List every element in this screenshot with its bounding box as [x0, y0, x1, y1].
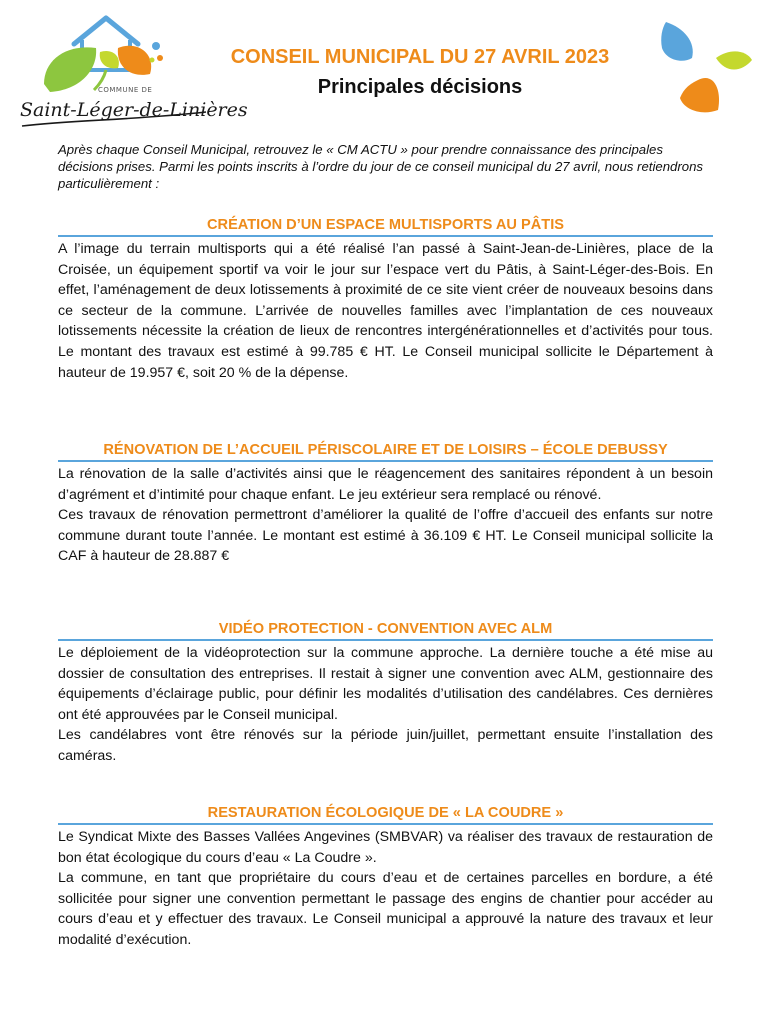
section-title: VIDÉO PROTECTION - CONVENTION AVEC ALM — [58, 620, 713, 641]
page-subtitle: Principales décisions — [317, 76, 523, 98]
logo-line2: Saint-Léger-de-Linières — [20, 99, 248, 121]
section-paragraph: Les candélabres vont être rénovés sur la période juin/juillet, permettant ensuite l’installation des caméras. — [58, 727, 713, 764]
section-title: RESTAURATION ÉCOLOGIQUE DE « LA COUDRE » — [58, 804, 713, 825]
logo-line1: COMMUNE DE — [98, 86, 153, 94]
section-paragraph: Le déploiement de la vidéoprotection sur la commune approche. La dernière touche a été mise au dossier de consultation des entreprises. Il restait à signer une convention avec ALM, gestionnaire des équipements d’éclairage public, pour définir les modalités d’utilisation des candélabres. Ces dernières ont été approuvées par le Conseil municipal. — [58, 645, 713, 723]
section-title: RÉNOVATION DE L’ACCUEIL PÉRISCOLAIRE ET DE LOISIRS – ÉCOLE DEBUSSY — [58, 441, 713, 462]
section-title: CRÉATION D’UN ESPACE MULTISPORTS AU PÂTIS — [58, 216, 713, 237]
commune-logo — [14, 12, 248, 137]
section-multisports — [58, 216, 713, 383]
page-title: CONSEIL MUNICIPAL DU 27 AVRIL 2023 — [230, 46, 610, 68]
decorative-drops-icon — [644, 14, 754, 124]
section-paragraph: La rénovation de la salle d’activités ainsi que le réagencement des sanitaires répondent à un besoin d’agrément et d’intimité pour chaque enfant. Le jeu extérieur sera remplacé ou rénové. — [58, 466, 713, 503]
section-paragraph: La commune, en tant que propriétaire du cours d’eau et de certaines parcelles en bordure, a été sollicitée pour signer une convention permettant le passage des engins de chantier pour accéder au cours d’eau et y effectuer des travaux. Le Conseil municipal a approuvé la nature des travaux et leur modalité d’exécution. — [58, 870, 713, 948]
section-paragraph: Le Syndicat Mixte des Basses Vallées Angevines (SMBVAR) va réaliser des travaux de restauration de bon état écologique du cours d’eau « La Coudre ». — [58, 829, 713, 866]
section-la-coudre — [58, 804, 713, 951]
section-paragraph: A l’image du terrain multisports qui a été réalisé l’an passé à Saint-Jean-de-Linières, place de la Croisée, un équipement sportif va voir le jour sur l’espace vert du Pâtis, à Saint-Léger-des-Bois. En effet, l’aménagement de deux lotissements à proximité de ce site vient créer de nouveaux besoins dans ce secteur de la commune. L’arrivée de nouvelles familles avec l’implantation de ces nouveaux lotissements nécessite la création de lieux de rencontres intergénérationnelles et d’activités pour tous. Le montant des travaux est estimé à 99.785 € HT. Le Conseil municipal sollicite le Département à hauteur de 19.957 €, soit 20 % de la dépense. — [58, 241, 713, 381]
section-video-protection — [58, 620, 713, 767]
section-periscolaire — [58, 441, 713, 567]
intro-text: Après chaque Conseil Municipal, retrouvez le « CM ACTU » pour prendre connaissance des principales décisions prises. Parmi les points inscrits à l’ordre du jour de ce conseil municipal du 27 avril, nous retiendrons particulièrement : — [58, 142, 704, 191]
section-paragraph: Ces travaux de rénovation permettront d’améliorer la qualité de l’offre d’accueil des enfants sur notre commune durant toute l’année. Le montant est estimé à 36.109 € HT. Le Conseil municipal sollicite la CAF à hauteur de 28.887 € — [58, 507, 713, 565]
